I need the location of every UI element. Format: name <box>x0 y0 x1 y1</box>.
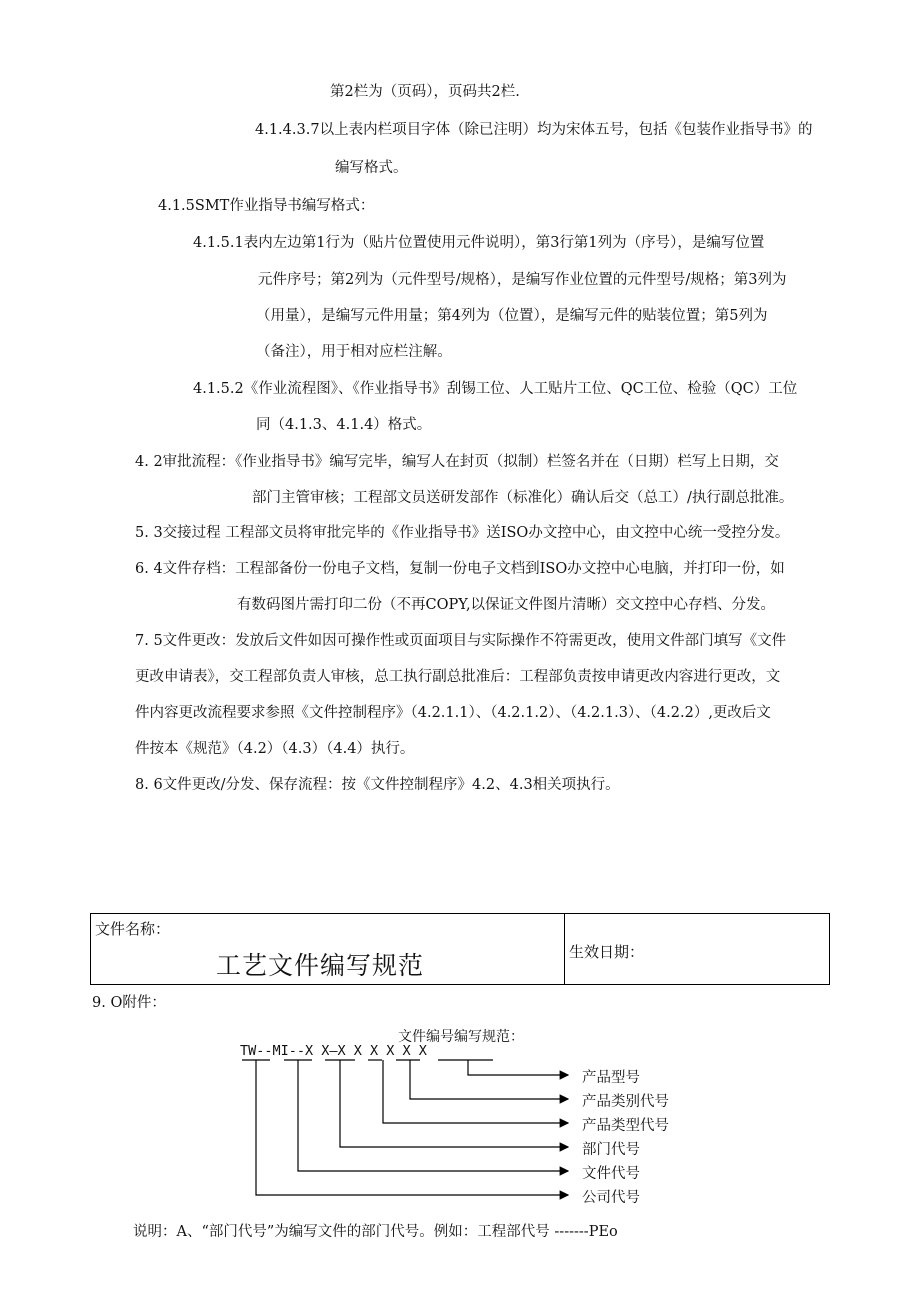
text-line: 部门主管审核；工程部文员送研发部作（标准化）确认后交（总工）/执行副总批准。 <box>252 490 794 506</box>
text-line: 5. 3交接过程 工程部文员将审批完毕的《作业指导书》送ISO办文控中心，由文控中心统一受控分发。 <box>135 525 790 541</box>
text-line: 元件序号；第2列为（元件型号/规格），是编写作业位置的元件型号/规格；第3列为 <box>258 272 787 288</box>
diagram-label: 部门代号 <box>582 1142 640 1158</box>
text-line: （备注），用于相对应栏注解。 <box>256 344 452 360</box>
text-line: 更改申请表》，交工程部负责人审核，总工执行副总批准后：工程部负责按申请更改内容进行更改，文 <box>135 669 781 685</box>
document-title: 工艺文件编写规范 <box>216 951 425 980</box>
diagram-title: 文件编号编写规范： <box>398 1029 524 1045</box>
text-line: 4.1.4.3.7以上表内栏项目字体（除已注明）均为宋体五号，包括《包装作业指导书》的 <box>255 122 813 138</box>
arrow-department <box>340 1060 568 1147</box>
arrow-product-type <box>383 1060 568 1123</box>
arrow-company <box>256 1060 568 1195</box>
section-heading: 4.1.5SMT作业指导书编写格式： <box>158 198 375 214</box>
text-line: 4. 2审批流程：《作业指导书》编写完毕，编写人在封页（拟制）栏签名并在（日期）栏写上日期，交 <box>135 454 779 470</box>
text-line: 4.1.5.1表内左边第1行为（贴片位置使用元件说明），第3行第1列为（序号），是编写位置 <box>193 235 765 251</box>
arrow-product-model <box>468 1060 568 1075</box>
text-line: 6. 4文件存档：工程部备份一份电子文档，复制一份电子文档到ISO办文控中心电脑，并打印一份，如 <box>135 561 785 577</box>
text-line: 第2栏为（页码），页码共2栏. <box>330 84 520 100</box>
text-line: （用量），是编写元件用量；第4列为（位置），是编写元件的贴装位置；第5列为 <box>256 308 768 324</box>
effective-date-label: 生效日期： <box>569 943 645 961</box>
arrow-file <box>298 1060 568 1171</box>
text-line: 7. 5文件更改：发放后文件如因可操作性或页面项目与实际操作不符需更改，使用文件部门填写《文件 <box>135 633 787 649</box>
diagram-label: 公司代号 <box>582 1190 640 1206</box>
diagram-label: 产品类别代号 <box>582 1094 669 1110</box>
text-line: 同（4.1.3、4.1.4）格式。 <box>256 417 432 433</box>
text-line: 编写格式。 <box>335 160 408 176</box>
file-name-label: 文件名称： <box>95 920 171 938</box>
attachment-heading: 9. O附件： <box>92 995 166 1011</box>
text-line: 4.1.5.2《作业流程图》、《作业指导书》刮锡工位、人工贴片工位、QC工位、检验（QC）工位 <box>193 381 798 397</box>
code-pattern: TW--MI--X X—X X X X X X <box>240 1043 427 1059</box>
diagram-label: 产品型号 <box>582 1070 640 1086</box>
text-line: 8. 6文件更改/分发、保存流程：按《文件控制程序》4.2、4.3相关项执行。 <box>135 777 620 793</box>
text-line: 件按本《规范》（4.2）（4.3）（4.4）执行。 <box>135 741 415 757</box>
diagram-label: 文件代号 <box>582 1166 640 1182</box>
diagram-label: 产品类型代号 <box>582 1118 669 1134</box>
note-text: 说明：A、“部门代号”为编写文件的部门代号。例如：工程部代号 -------PEo <box>133 1224 618 1240</box>
text-line: 有数码图片需打印二份（不再COPY,以保证文件图片清晰）交文控中心存档、分发。 <box>237 597 776 613</box>
arrow-product-category <box>410 1060 568 1099</box>
text-line: 件内容更改流程要求参照《文件控制程序》（4.2.1.1）、（4.2.1.2）、（4.2.1.3）、（4.2.2）,更改后文 <box>135 705 771 721</box>
